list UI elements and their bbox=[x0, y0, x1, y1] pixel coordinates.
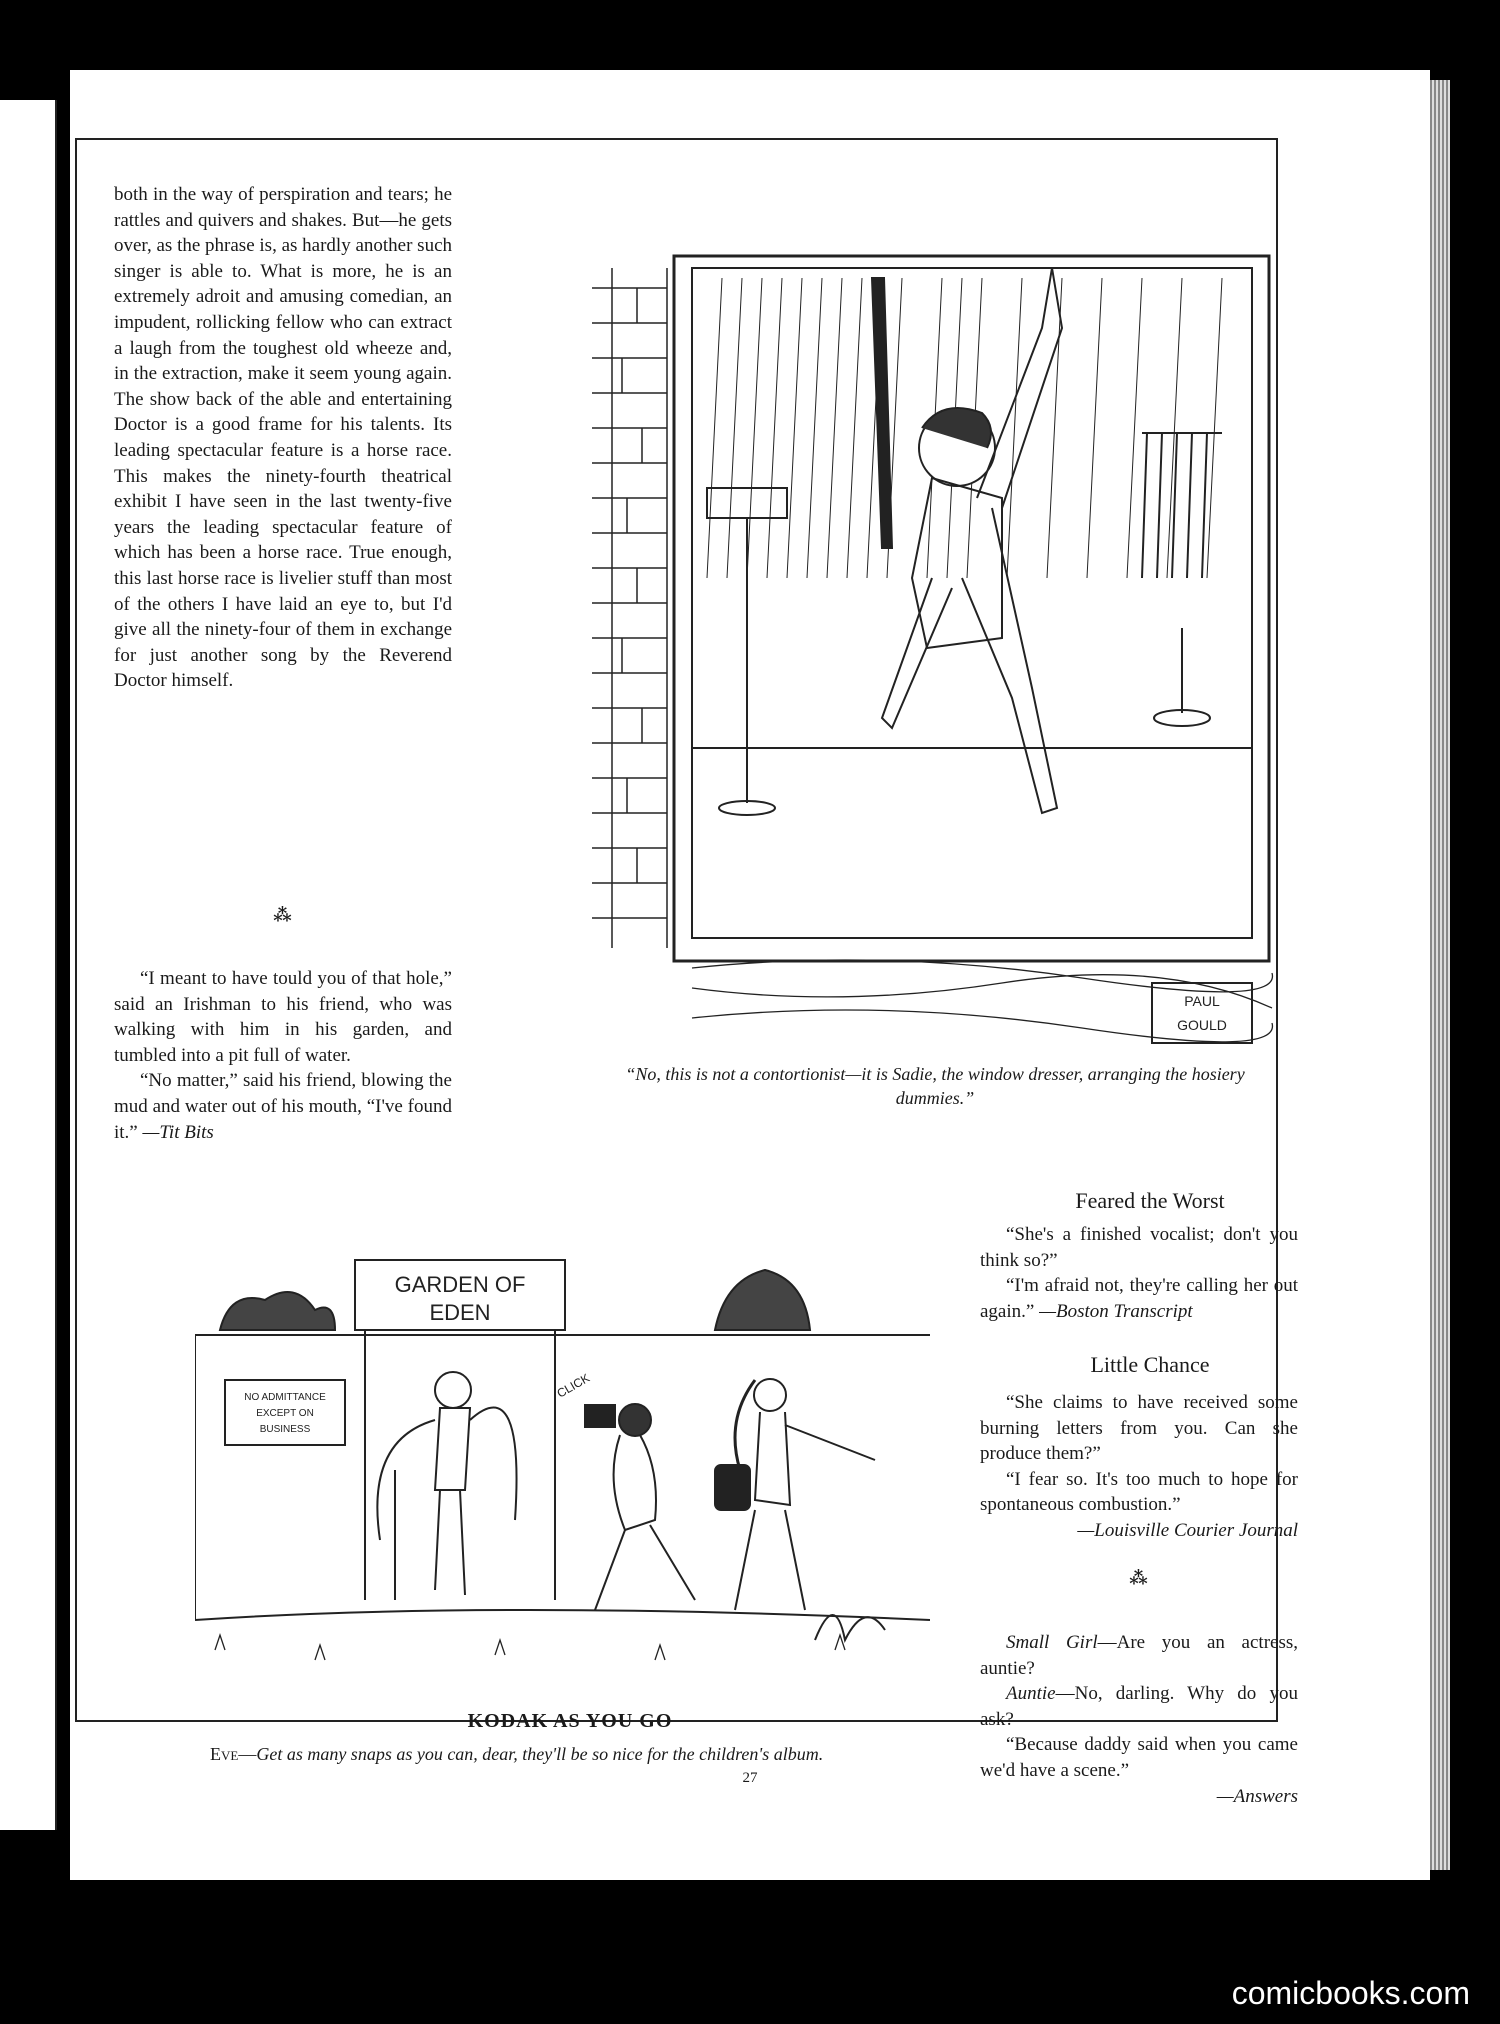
small-girl-line3: “Because daddy said when you came we'd have a scene.” bbox=[980, 1734, 1298, 1781]
small-girl-line1: Small Girl—Are you an actress, auntie? bbox=[980, 1632, 1298, 1679]
small-girl-line2: Auntie—No, darling. Why do you ask? bbox=[980, 1683, 1298, 1730]
separator-asterism: ⁂ bbox=[273, 905, 293, 925]
separator-asterism: ⁂ bbox=[1129, 1568, 1149, 1588]
little-chance-title: Little Chance bbox=[1090, 1352, 1210, 1377]
chance-para1: “She claims to have received some burning letters from you. Can she produce them?” bbox=[980, 1392, 1298, 1465]
watermark: comicbooks.com bbox=[1231, 1975, 1470, 2011]
irish-joke-para1: “I meant to have tould you of that hole,” said an Irishman to his friend, who was walking with him in his garden, and tumbled into a pit full of water. bbox=[114, 968, 452, 1066]
signature-paul: PAUL bbox=[1184, 993, 1220, 1009]
essay-paragraph: both in the way of perspiration and tears; he rattles and quivers and shakes. But—he gets over, as the phrase is, as hardly another such singer is able to. What is more, he is an extremely adroit and amusing comedian, an impudent, rollicking fellow who can extract a laugh from the toughest old wheeze and, in the extraction, make it seem young again. The show back of the able and entertaining Doctor is a good frame for his talents. Its leading spectacular feature is a horse race. This makes the ninety-fourth theatrical exhibit I have seen in the last twenty-five years the leading spectacular feature of which has been a horse race. True enough, this last horse race is livelier stuff than most of the others I have laid an eye to, but I'd give all the ninety-four of them in exchange for just another song by the Reverend Doctor himself. bbox=[114, 184, 452, 692]
chance-para2: “I fear so. It's too much to hope for spontaneous combustion.” bbox=[980, 1468, 1298, 1516]
essay-continuation bbox=[114, 182, 452, 694]
cartoon-window-dresser bbox=[582, 248, 1282, 1054]
notice-line3: BUSINESS bbox=[259, 1424, 311, 1435]
caption-window-dresser: “No, this is not a contortionist—it is Sadie, the window dresser, arranging the hosiery dummies.” bbox=[625, 1064, 1245, 1108]
irish-joke bbox=[114, 966, 452, 1145]
irish-joke-para2: “No matter,” said his friend, blowing the mud and water out of his mouth, “I've found it.” —Tit Bits bbox=[114, 1070, 452, 1143]
caption-eden: Eve—Get as many snaps as you can, dear, they'll be so nice for the children's album. bbox=[210, 1744, 824, 1764]
feared-source: —Boston Transcript bbox=[1039, 1300, 1193, 1322]
chance-source: —Louisville Courier Journal bbox=[1077, 1519, 1298, 1541]
page-number: 27 bbox=[742, 1770, 758, 1786]
cartoon-garden-of-eden bbox=[195, 1220, 930, 1705]
irish-joke-source: —Tit Bits bbox=[142, 1121, 214, 1143]
caption-line: Get as many snaps as you can, dear, they'll be so nice for the children's album. bbox=[256, 1744, 824, 1764]
brick-wall bbox=[592, 268, 667, 948]
feared-the-worst-title: Feared the Worst bbox=[1075, 1188, 1225, 1213]
notice-line1: NO ADMITTANCE bbox=[244, 1392, 326, 1403]
signature-gould: GOULD bbox=[1177, 1017, 1227, 1033]
notice-line2: EXCEPT ON bbox=[256, 1408, 314, 1419]
small-girl-source: —Answers bbox=[1216, 1785, 1298, 1807]
left-page-edge bbox=[0, 100, 57, 1830]
feared-para2: “I'm afraid not, they're calling her out again.” —Boston Transcript bbox=[980, 1275, 1298, 1322]
little-chance-text bbox=[980, 1390, 1298, 1544]
hosiery-rack bbox=[1142, 433, 1222, 726]
small-girl-joke bbox=[980, 1630, 1298, 1809]
gate-sign-line1: GARDEN OF bbox=[394, 1272, 526, 1297]
feared-para1: “She's a finished vocalist; don't you think so?” bbox=[980, 1224, 1298, 1271]
click-sound: CLICK bbox=[554, 1370, 593, 1401]
cartoon-eden-title: KODAK AS YOU GO bbox=[467, 1710, 673, 1732]
gate-sign-line2: EDEN bbox=[429, 1300, 491, 1325]
caption-speaker: Eve bbox=[210, 1744, 239, 1764]
feared-the-worst-text bbox=[980, 1222, 1298, 1324]
